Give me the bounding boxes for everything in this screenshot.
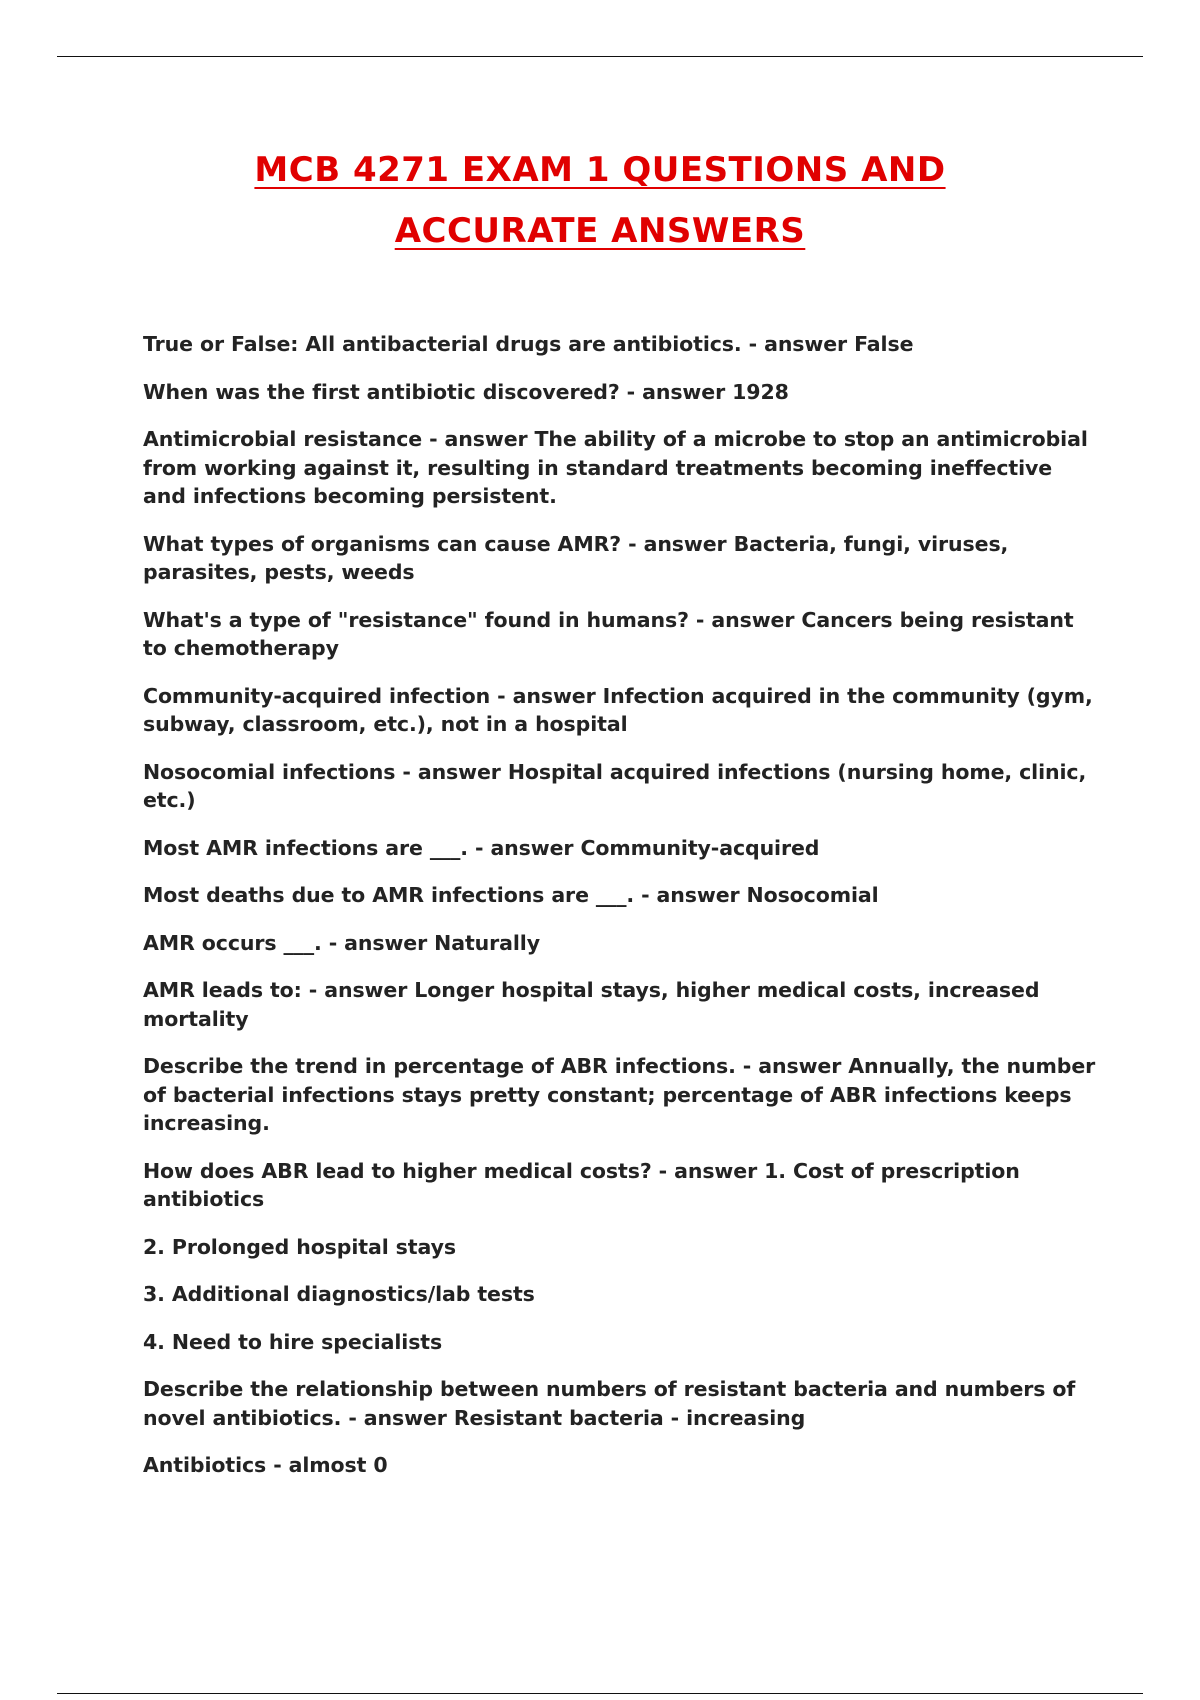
title-line-1: MCB 4271 EXAM 1 QUESTIONS AND xyxy=(254,150,946,190)
qa-item: Describe the relationship between numbers of resistant bacteria and numbers of novel antibiotics. - answer Resistant bacteria - increasing xyxy=(143,1377,1076,1430)
qa-item: Antimicrobial resistance - answer The ability of a microbe to stop an antimicrobial from working against it, resulting in standard treatments becoming ineffective and infections becoming persistent. xyxy=(143,427,1088,508)
qa-item: AMR occurs ___. - answer Naturally xyxy=(143,930,541,955)
top-rule xyxy=(57,56,1143,57)
qa-item: Antibiotics - almost 0 xyxy=(143,1453,388,1477)
qa-item: Nosocomial infections - answer Hospital acquired infections (nursing home, clinic, etc.) xyxy=(143,759,1087,812)
bottom-rule xyxy=(57,1693,1143,1694)
qa-item: Most deaths due to AMR infections are ___. - answer Nosocomial xyxy=(143,883,879,907)
qa-item: When was the first antibiotic discovered? - answer 1928 xyxy=(143,379,789,404)
qa-item: Most AMR infections are ___. - answer Community-acquired xyxy=(143,835,820,860)
document-title xyxy=(0,140,1200,262)
qa-list xyxy=(143,330,1098,1499)
qa-item: What types of organisms can cause AMR? - answer Bacteria, fungi, viruses, parasites, pests, weeds xyxy=(143,531,1009,584)
qa-item: AMR leads to: - answer Longer hospital stays, higher medical costs, increased mortality xyxy=(143,978,1040,1031)
qa-item: Community-acquired infection - answer Infection acquired in the community (gym, subway, classroom, etc.), not in a hospital xyxy=(143,683,1093,736)
qa-item: What's a type of "resistance" found in humans? - answer Cancers being resistant to chemotherapy xyxy=(143,607,1074,660)
qa-item: 3. Additional diagnostics/lab tests xyxy=(143,1282,535,1306)
qa-item: True or False: All antibacterial drugs are antibiotics. - answer False xyxy=(143,332,914,356)
title-line-2: ACCURATE ANSWERS xyxy=(394,211,806,251)
qa-item: Describe the trend in percentage of ABR infections. - answer Annually, the number of bacterial infections stays pretty constant; percentage of ABR infections keeps increasing. xyxy=(143,1054,1096,1135)
qa-item: 4. Need to hire specialists xyxy=(143,1329,443,1354)
qa-item: How does ABR lead to higher medical costs? - answer 1. Cost of prescription antibiotics xyxy=(143,1158,1020,1211)
qa-item: 2. Prolonged hospital stays xyxy=(143,1234,456,1259)
